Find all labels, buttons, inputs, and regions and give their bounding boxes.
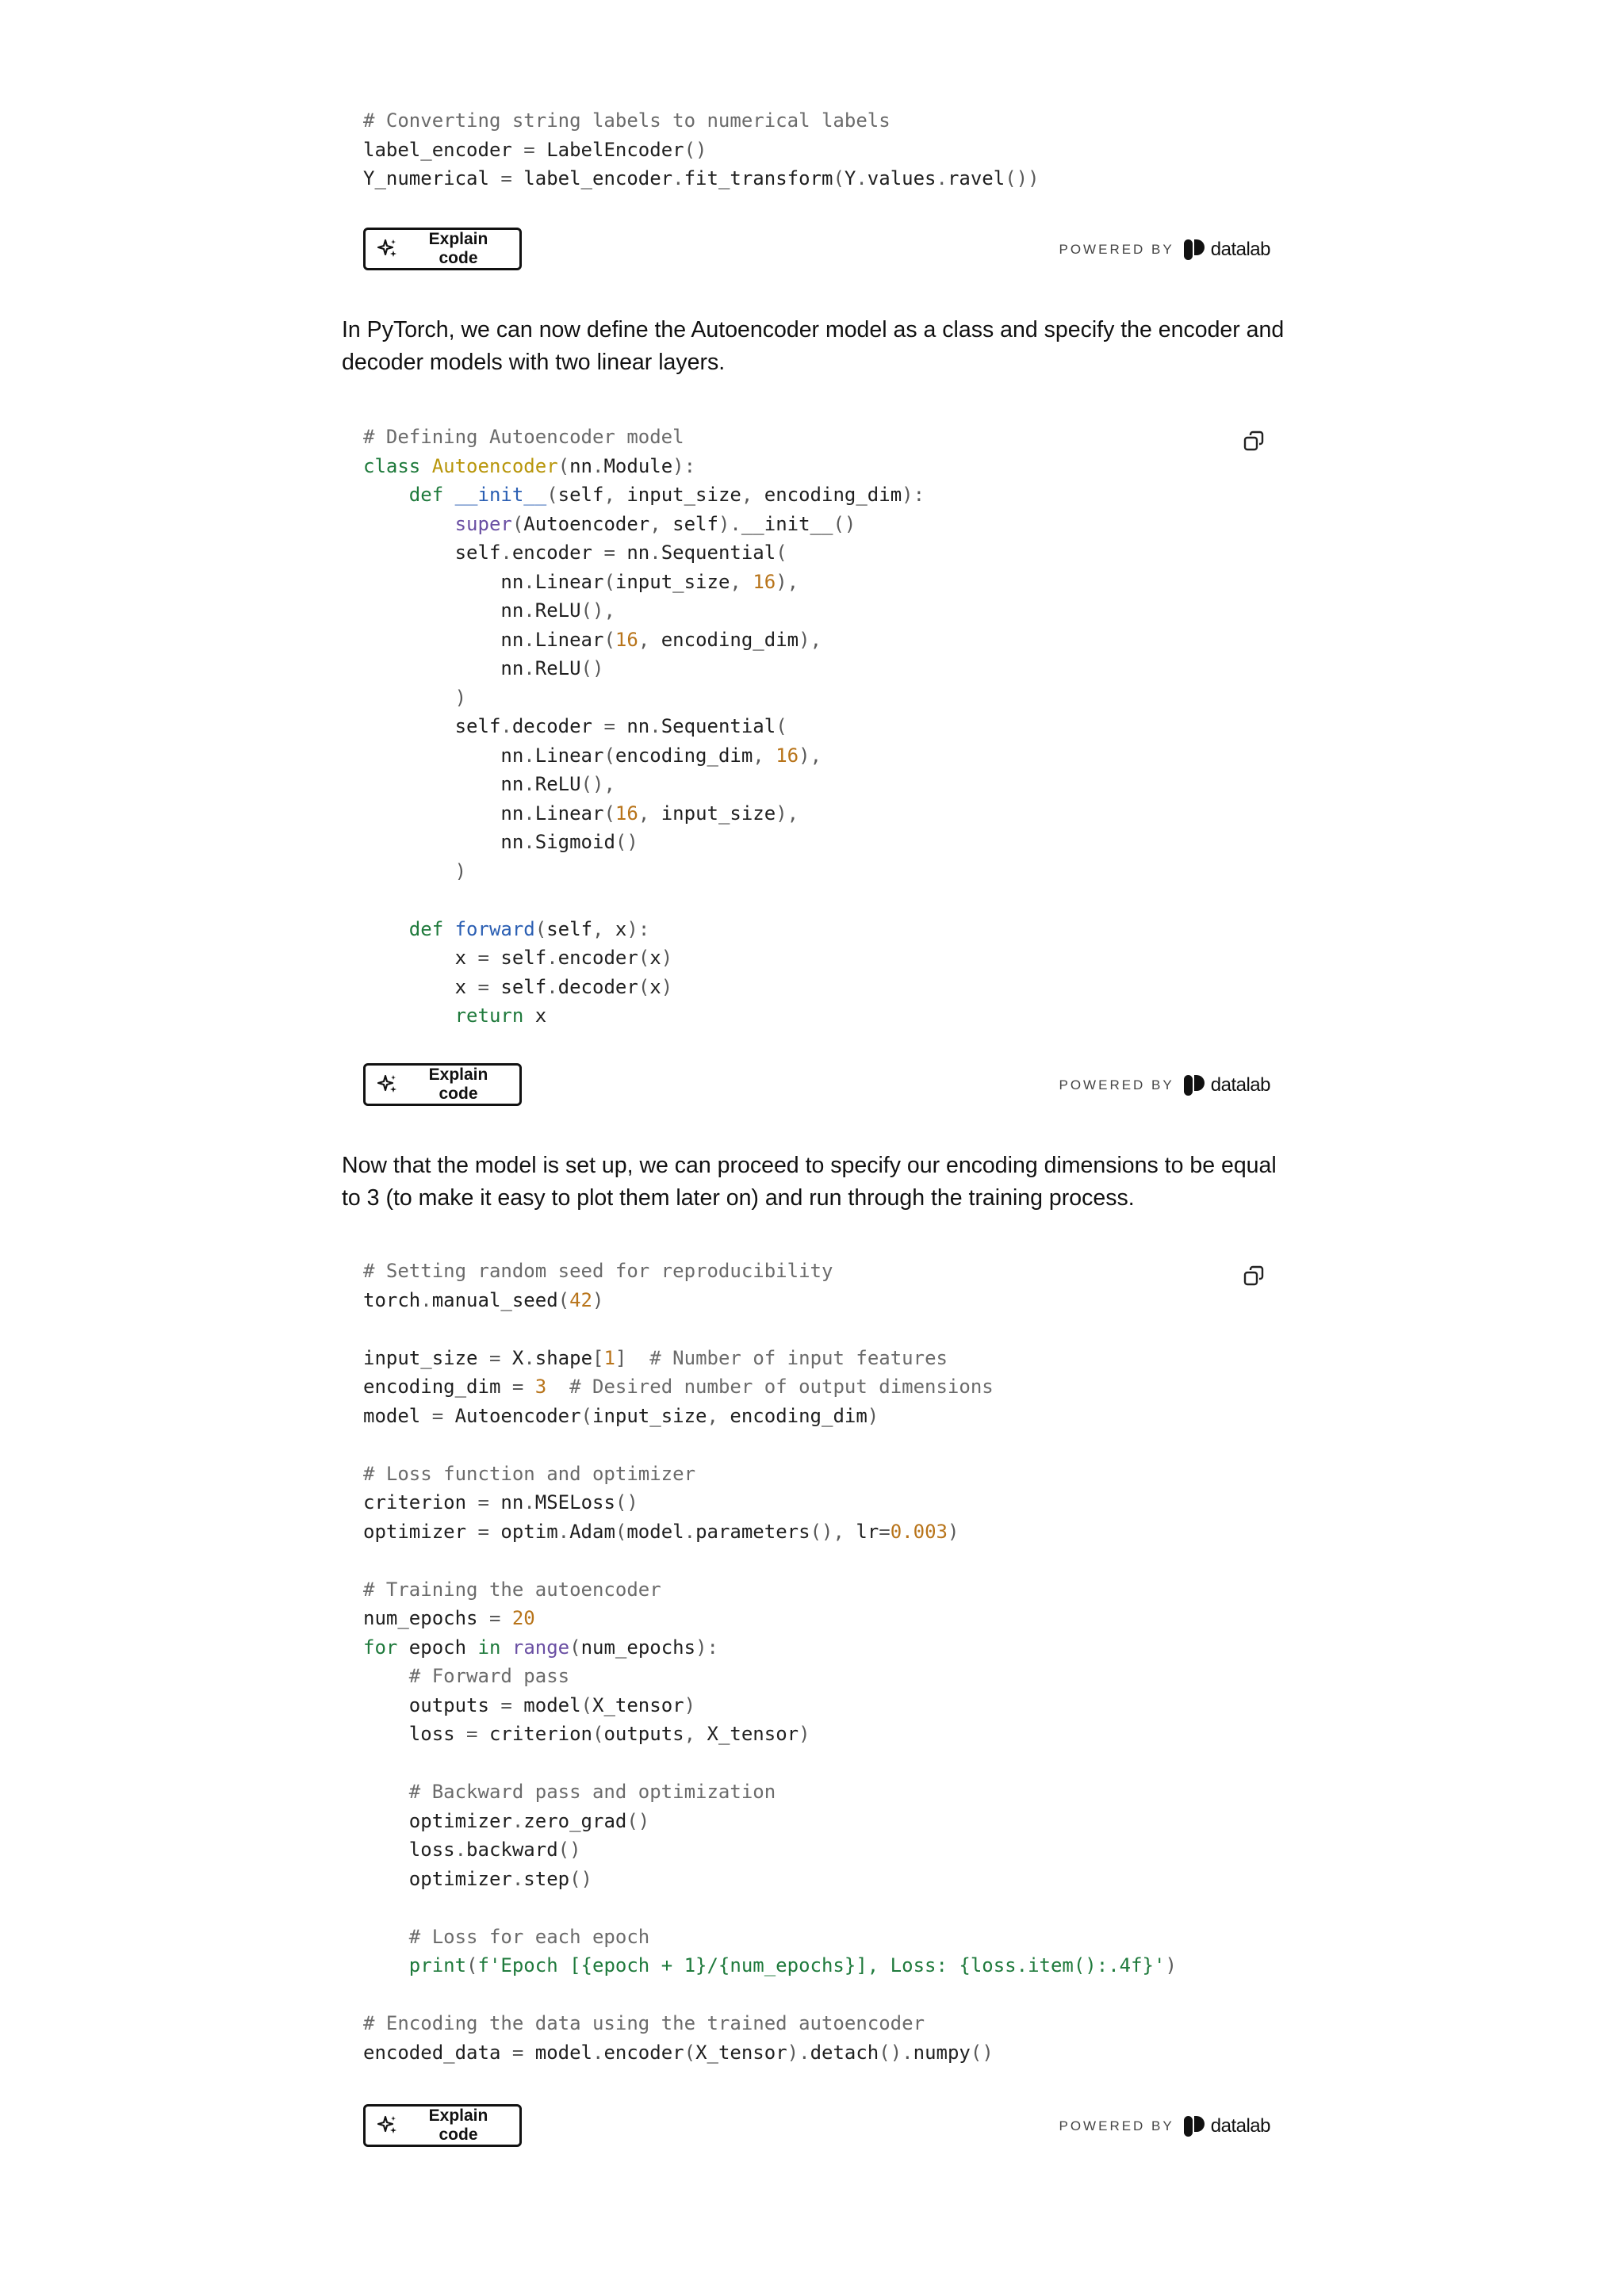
copy-code-button[interactable]: [1241, 1265, 1268, 1292]
code-line: encoding_dim = 3 # Desired number of output dimensions: [363, 1376, 994, 1398]
code-line: self.encoder = nn.Sequential(: [363, 541, 787, 564]
code-line: ): [454, 686, 467, 709]
code-line: print(f'Epoch [{epoch + 1}/{num_epochs}], Loss: {loss.item():.4f}'): [408, 1954, 1177, 1976]
code-line: # Training the autoencoder: [363, 1578, 661, 1601]
powered-by-text: POWERED BY: [1059, 242, 1174, 257]
code-line: nn.Linear(encoding_dim, 16),: [363, 744, 822, 767]
code-line: class Autoencoder(nn.Module):: [363, 454, 696, 477]
code-line: [363, 1546, 1177, 1575]
code-line: optimizer = optim.Adam(model.parameters(), lr=0.003): [363, 1520, 959, 1543]
code-line: input_size = X.shape[1] # Number of input features: [363, 1346, 948, 1369]
code-line: criterion = nn.MSELoss(): [363, 1491, 638, 1513]
sparkle-icon: [377, 2114, 399, 2137]
datalab-brand: datalab: [1210, 2115, 1270, 2137]
datalab-brand: datalab: [1210, 1074, 1270, 1096]
code-line: [363, 1980, 1177, 2010]
code-line: self.decoder = nn.Sequential(: [363, 715, 787, 737]
powered-by-text: POWERED BY: [1059, 1077, 1174, 1093]
code-line: num_epochs = 20: [363, 1607, 535, 1629]
explain-code-label: Explain code: [428, 230, 488, 267]
code-line: [363, 886, 925, 915]
code-block-autoencoder-class: [363, 423, 925, 1031]
code-line: # Forward pass: [408, 1665, 570, 1687]
code-line: # Encoding the data using the trained autoencoder: [363, 2012, 925, 2034]
powered-by-datalab: [1059, 1073, 1271, 1097]
code-line: # Converting string labels to numerical labels: [363, 109, 891, 132]
code-line: optimizer.zero_grad(): [363, 1809, 650, 1832]
code-line: def forward(self, x):: [408, 917, 650, 940]
explain-code-label: Explain code: [428, 2107, 488, 2144]
code-line: [363, 1314, 1177, 1344]
code-line: [363, 1749, 1177, 1778]
code-line: for epoch in range(num_epochs):: [363, 1636, 718, 1659]
code-line: [363, 1430, 1177, 1460]
code-line: Y_numerical = label_encoder.fit_transform(Y.values.ravel()): [363, 167, 1040, 189]
explain-code-button[interactable]: [363, 2104, 522, 2147]
code-line: def __init__(self, input_size, encoding_dim):: [408, 484, 925, 506]
explain-code-label: Explain code: [428, 1066, 488, 1103]
datalab-logo: [1184, 2116, 1206, 2137]
code-line: x = self.decoder(x): [363, 975, 673, 998]
code-line: nn.Linear(16, encoding_dim),: [363, 628, 822, 651]
code-block-training: [363, 1257, 1177, 2067]
datalab-logo: [1184, 1075, 1206, 1096]
code-line: # Setting random seed for reproducibility: [363, 1260, 833, 1282]
code-line: torch.manual_seed(42): [363, 1288, 604, 1311]
paragraph-define-model: In PyTorch, we can now define the Autoencoder model as a class and specify the encoder and decoder models with two linear layers.: [342, 317, 1285, 375]
code-line: # Loss for each epoch: [408, 1925, 650, 1948]
code-block-label-encoding: [363, 106, 1040, 193]
powered-by-text: POWERED BY: [1059, 2118, 1174, 2133]
paragraph-training-intro: Now that the model is set up, we can proceed to specify our encoding dimensions to be equal to 3 (to make it easy to plot them later on) and run through the training process.: [342, 1153, 1277, 1211]
powered-by-datalab: [1059, 2114, 1271, 2138]
code-line: label_encoder = LabelEncoder(): [363, 138, 707, 161]
code-line: model = Autoencoder(input_size, encoding_dim): [363, 1404, 879, 1427]
sparkle-icon: [377, 238, 399, 260]
code-line: # Backward pass and optimization: [408, 1781, 776, 1803]
code-line: return x: [454, 1004, 547, 1027]
sparkle-icon: [377, 1073, 399, 1096]
powered-by-datalab: [1059, 238, 1271, 262]
code-line: [363, 1893, 1177, 1923]
code-line: # Loss function and optimizer: [363, 1462, 696, 1485]
copy-code-button[interactable]: [1241, 430, 1268, 457]
explain-code-button[interactable]: [363, 1063, 522, 1106]
code-line: nn.ReLU(): [363, 657, 604, 679]
copy-icon: [1243, 1265, 1266, 1292]
code-line: x = self.encoder(x): [363, 947, 673, 969]
copy-icon: [1243, 430, 1266, 457]
code-line: encoded_data = model.encoder(X_tensor).detach().numpy(): [363, 2041, 994, 2064]
code-line: loss.backward(): [363, 1839, 581, 1861]
datalab-brand: datalab: [1210, 239, 1270, 260]
code-line: nn.ReLU(),: [363, 599, 615, 622]
datalab-logo: [1184, 239, 1206, 260]
code-line: nn.ReLU(),: [363, 773, 615, 795]
code-line: loss = criterion(outputs, X_tensor): [363, 1723, 810, 1745]
code-line: nn.Linear(input_size, 16),: [363, 570, 799, 593]
code-line: super(Autoencoder, self).__init__(): [454, 512, 856, 535]
code-line: # Defining Autoencoder model: [363, 426, 684, 448]
explain-code-button[interactable]: [363, 228, 522, 270]
code-line: nn.Sigmoid(): [363, 831, 638, 853]
code-line: optimizer.step(): [363, 1867, 592, 1890]
code-line: nn.Linear(16, input_size),: [363, 802, 799, 825]
code-line: outputs = model(X_tensor): [363, 1693, 696, 1716]
code-line: ): [454, 859, 467, 882]
